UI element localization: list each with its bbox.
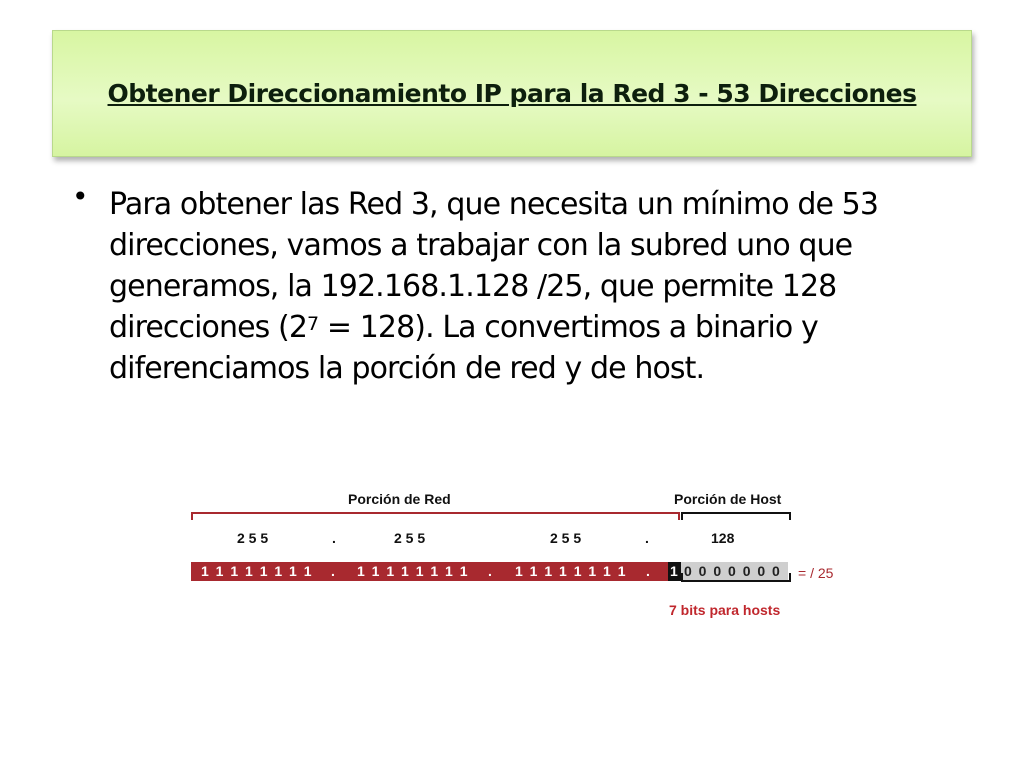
decimal-dot-3: . — [645, 530, 649, 546]
binary-dot-3: . — [646, 563, 652, 579]
bullet-paragraph — [109, 184, 989, 389]
host-bits-bracket — [681, 573, 791, 582]
binary-host-bits: 0 0 0 0 0 0 0 — [684, 563, 782, 579]
prefix-length-label: = / 25 — [798, 565, 834, 581]
network-portion-label: Porción de Red — [348, 491, 451, 507]
decimal-octet-4: 128 — [711, 530, 735, 546]
bullet-text-end: = 128). La convertimos a binario y diferenciamos la porción de red y de host. — [109, 310, 818, 386]
host-bits-caption: 7 bits para hosts — [669, 602, 781, 618]
binary-octet-3: 1 1 1 1 1 1 1 1 — [515, 563, 628, 579]
subnet-mask-diagram — [185, 487, 845, 622]
decimal-octet-2: 2 5 5 — [394, 530, 426, 546]
host-portion-bracket — [681, 512, 791, 520]
bullet-icon: • — [72, 180, 89, 213]
host-portion-label: Porción de Host — [674, 491, 782, 507]
slide-title: Obtener Direccionamiento IP para la Red 3 - 53 Direcciones — [107, 79, 917, 108]
bullet-exponent: 7 — [307, 313, 319, 335]
binary-octet-1: 1 1 1 1 1 1 1 1 — [201, 563, 314, 579]
binary-octet-2: 1 1 1 1 1 1 1 1 — [357, 563, 470, 579]
network-portion-bracket — [191, 512, 680, 520]
binary-dot-1: . — [331, 563, 337, 579]
binary-network-bit: 1 — [670, 563, 680, 579]
decimal-octet-3: 2 5 5 — [550, 530, 582, 546]
decimal-octet-1: 2 5 5 — [237, 530, 269, 546]
bullet-text-start: Para obtener las Red 3, que necesita un mínimo de 53 direcciones, vamos a trabajar con la subred uno que generamos, la 192.168.1.128 /25, que permite 128 direcciones (2 — [109, 187, 879, 345]
binary-dot-2: . — [488, 563, 494, 579]
decimal-dot-1: . — [332, 530, 336, 546]
